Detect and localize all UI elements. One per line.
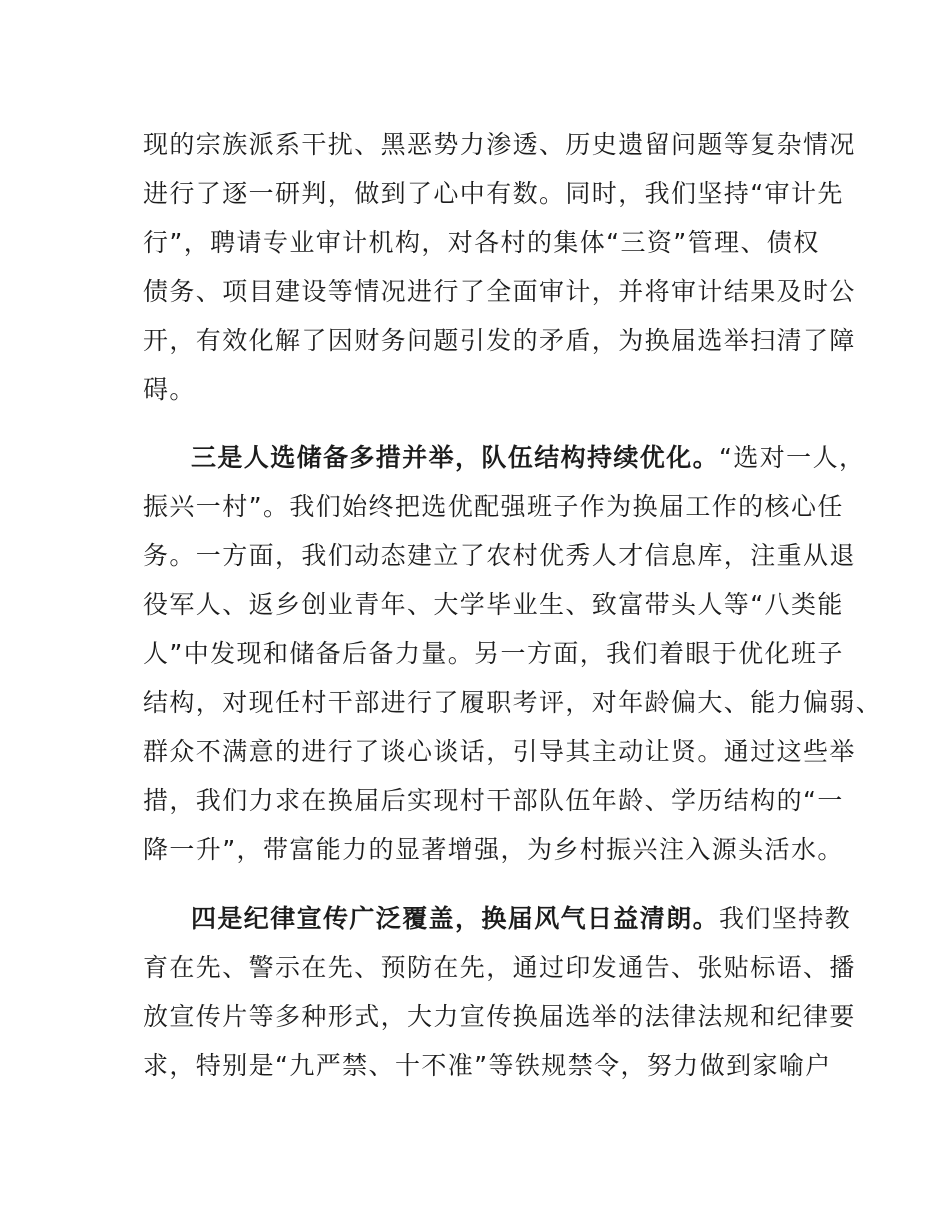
p2-line-7: 群众不满意的进行了谈心谈话，引导其主动让贤。通过这些举 [143,737,856,766]
p3-line-2: 育在先、警示在先、预防在先，通过印发通告、张贴标语、播 [143,953,856,982]
p2-line-5: 人”中发现和储备后备力量。另一方面，我们着眼于优化班子 [143,639,844,668]
p2-first-line-rest: “选对一人， [719,443,866,472]
p3-line-3: 放宣传片等多种形式，大力宣传换届选举的法律法规和纪律要 [143,1002,856,1031]
p3-first-line [191,899,891,939]
p1-line-4: 债务、项目建设等情况进行了全面审计，并将审计结果及时公 [143,277,856,306]
p2-line-9: 降一升”，带富能力的显著增强，为乡村振兴注入源头活水。 [143,835,844,864]
p1-line-2: 进行了逐一研判，做到了心中有数。同时，我们坚持“审计先 [143,179,844,208]
p2-line-3: 务。一方面，我们动态建立了农村优秀人才信息库，注重从退 [143,541,856,570]
p2-line-8: 措，我们力求在换届后实现村干部队伍年龄、学历结构的“一 [143,786,844,815]
p1-line-1: 现的宗族派系干扰、黑恶势力渗透、历史遗留问题等复杂情况 [143,130,856,159]
p2-first-line [191,438,891,478]
p2-line-4: 役军人、返乡创业青年、大学毕业生、致富带头人等“八类能 [143,590,844,619]
p2-line-6: 结构，对现任村干部进行了履职考评，对年龄偏大、能力偏弱、 [143,688,883,717]
p2-heading: 三是人选储备多措并举，队伍结构持续优化。 [191,443,720,472]
p1-line-5: 开，有效化解了因财务问题引发的矛盾，为换届选举扫清了障 [143,326,856,355]
p1-line-3: 行”，聘请专业审计机构，对各村的集体“三资”管理、债权 [143,228,820,257]
p1-line-6: 碍。 [143,375,196,404]
p2-line-2: 振兴一村”。我们始终把选优配强班子作为换届工作的核心任 [143,492,844,521]
p3-heading: 四是纪律宣传广泛覆盖，换届风气日益清朗。 [191,904,720,933]
p3-line-4: 求，特别是“九严禁、十不准”等铁规禁令，努力做到家喻户 [143,1051,832,1080]
p3-first-line-rest: 我们坚持教 [719,904,852,933]
